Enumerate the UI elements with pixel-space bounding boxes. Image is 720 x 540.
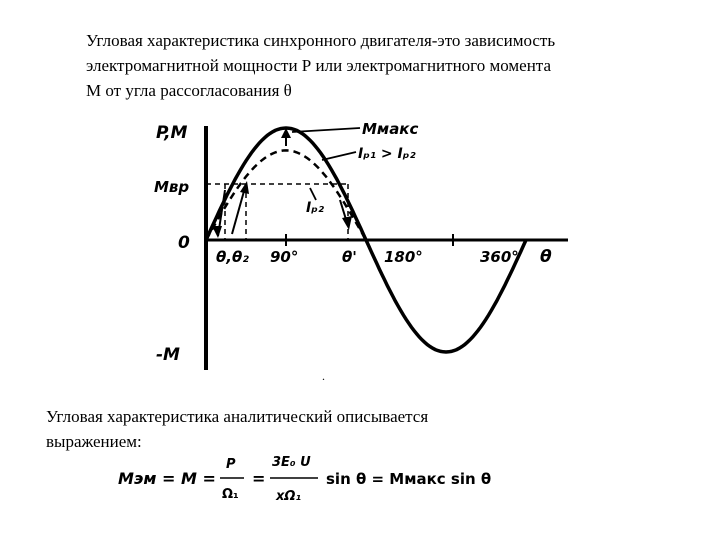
- formula-tail: sin θ = Mмакс sin θ: [326, 470, 492, 488]
- tick-label-90: 90°: [270, 248, 299, 266]
- mvr-label: Mвр: [154, 178, 190, 196]
- bottom-line-1: Угловая характеристика аналитический описывается: [46, 407, 429, 426]
- bottom-line-2: выражением:: [46, 432, 142, 451]
- formula-lhs: Mэм = M =: [118, 469, 216, 488]
- neg-m-label: -M: [156, 345, 180, 365]
- pointer-mmax: [292, 128, 360, 132]
- annotation-mmax: Mмакс: [362, 120, 419, 138]
- pointer-ip2: [310, 188, 316, 200]
- formula-frac1-den: Ω₁: [222, 487, 239, 502]
- tick-label-theta12: θ,θ₂: [216, 248, 249, 266]
- y-axis-label: P,M: [156, 123, 188, 143]
- annotation-ip2: Iₚ₂: [306, 200, 325, 216]
- arrow-up-2-head: [240, 181, 249, 194]
- pointer-ip1-ip2: [322, 152, 356, 160]
- formula-frac2-den: xΩ₁: [276, 489, 302, 504]
- intro-text: [86, 28, 686, 103]
- zero-label: 0: [178, 233, 190, 253]
- tick-label-360: 360°: [480, 248, 519, 266]
- formula-frac1-num: P: [226, 457, 236, 472]
- intro-line-2: электромагнитной мощности Р или электромагнитного момента: [86, 56, 551, 75]
- intro-line-3: М от угла рассогласования θ: [86, 81, 292, 100]
- formula-frac2-num: 3E₀ U: [272, 455, 311, 470]
- tick-label-theta-prime: θ': [342, 248, 357, 266]
- arrow-down-1-head: [212, 226, 222, 238]
- formula: [118, 446, 518, 510]
- angle-characteristic-chart: [150, 108, 590, 388]
- arrow-theta-prime-head: [342, 216, 352, 230]
- tick-label-180: 180°: [384, 248, 423, 266]
- formula-eq: =: [252, 469, 266, 488]
- small-dot: .: [322, 369, 325, 383]
- x-axis-theta-label: θ: [540, 247, 552, 267]
- annotation-ip1-ip2: Iₚ₁ > Iₚ₂: [358, 146, 416, 162]
- intro-line-1: Угловая характеристика синхронного двигателя-это зависимость: [86, 31, 556, 50]
- ip2-curve: [206, 150, 366, 240]
